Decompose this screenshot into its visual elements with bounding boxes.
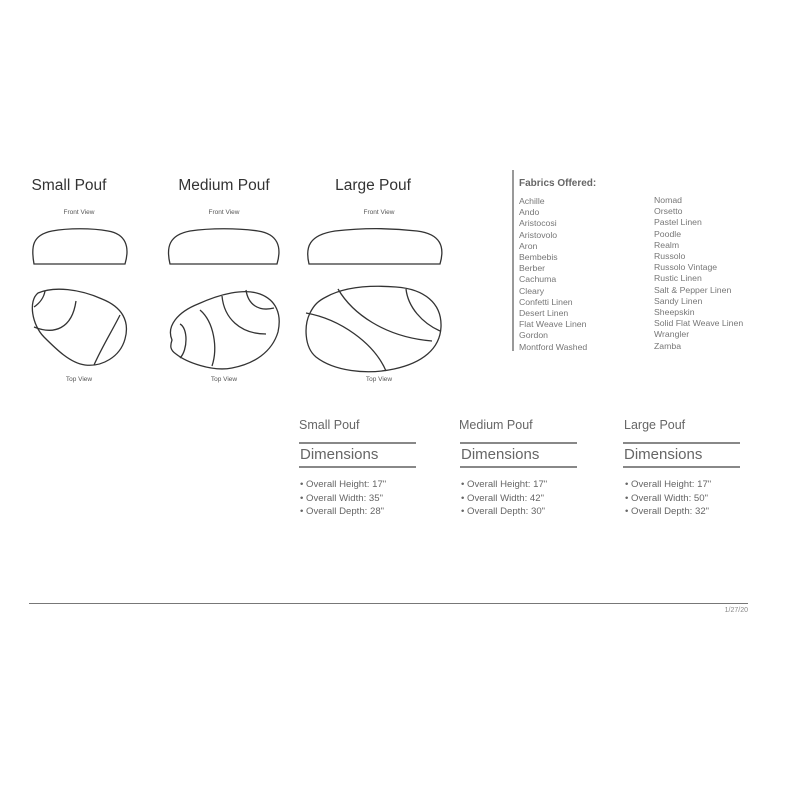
- fabric-item: Bembebis: [519, 252, 558, 263]
- small-pouf-title: Small Pouf: [31, 177, 107, 194]
- large-front-view-label: Front View: [363, 209, 395, 216]
- fabrics-column-1: [519, 196, 587, 353]
- fabric-item: Montford Washed: [519, 341, 588, 352]
- small-top-view-label: Top View: [65, 376, 93, 383]
- fabric-item: Cleary: [519, 285, 545, 296]
- large-top-view-label: Top View: [365, 376, 393, 383]
- large-pouf-title: Large Pouf: [335, 177, 411, 194]
- dimension-item: • Overall Height: 17": [625, 479, 712, 490]
- fabric-item: Flat Weave Linen: [519, 319, 587, 330]
- fabric-item: Rustic Linen: [654, 273, 702, 284]
- dimension-item: • Overall Width: 50": [625, 492, 709, 504]
- fabric-item: Berber: [519, 263, 546, 274]
- small-dimensions-size-label: Small Pouf: [299, 418, 360, 432]
- fabric-item: Wrangler: [654, 329, 690, 340]
- fabric-item: Sandy Linen: [654, 295, 703, 306]
- medium-dimensions-rule-top: [460, 442, 577, 444]
- fabric-item: Solid Flat Weave Linen: [654, 318, 744, 329]
- fabric-item: Cachuma: [519, 274, 557, 285]
- medium-dimensions-list: [461, 478, 547, 519]
- fabric-item: Russolo: [654, 251, 686, 262]
- fabric-item: Zamba: [654, 340, 682, 351]
- fabric-item: Poodle: [654, 228, 682, 239]
- medium-pouf-top-view: [166, 288, 282, 370]
- medium-dimensions-heading: Dimensions: [461, 446, 540, 463]
- small-front-view-label: Front View: [63, 209, 95, 216]
- small-pouf-front-view: [30, 225, 130, 267]
- fabric-item: Orsetto: [654, 206, 683, 217]
- dimension-item: • Overall Height: 17": [461, 479, 548, 490]
- small-pouf-top-view: [30, 287, 130, 367]
- medium-dimensions-rule-bottom: [460, 466, 577, 468]
- footer-date: 1/27/20: [724, 607, 748, 614]
- large-dimensions-heading: Dimensions: [624, 446, 703, 463]
- large-pouf-top-view: [304, 285, 444, 373]
- large-dimensions-rule-top: [623, 442, 740, 444]
- fabric-item: Nomad: [654, 195, 683, 205]
- medium-pouf-front-view: [166, 225, 282, 267]
- fabrics-divider: [512, 170, 514, 351]
- medium-pouf-title: Medium Pouf: [178, 177, 270, 194]
- small-dimensions-rule-top: [299, 442, 416, 444]
- fabric-item: Realm: [654, 239, 680, 250]
- dimension-item: • Overall Depth: 28": [300, 506, 385, 517]
- fabric-item: Sheepskin: [654, 307, 695, 318]
- fabric-item: Ando: [519, 207, 540, 218]
- fabric-item: Desert Linen: [519, 308, 569, 319]
- fabric-item: Achille: [519, 196, 545, 206]
- medium-top-view-label: Top View: [210, 376, 238, 383]
- large-pouf-front-view: [305, 225, 445, 267]
- dimension-item: • Overall Depth: 32": [625, 506, 710, 517]
- fabric-item: Salt & Pepper Linen: [654, 284, 732, 295]
- medium-front-view-label: Front View: [208, 209, 240, 216]
- dimension-item: • Overall Width: 35": [300, 492, 384, 504]
- fabrics-column-2: [654, 195, 743, 352]
- fabric-item: Aristovolo: [519, 229, 558, 240]
- dimension-item: • Overall Height: 17": [300, 479, 387, 490]
- large-dimensions-rule-bottom: [623, 466, 740, 468]
- fabric-item: Gordon: [519, 330, 548, 341]
- small-dimensions-list: [300, 478, 386, 519]
- large-dimensions-size-label: Large Pouf: [624, 418, 686, 432]
- small-dimensions-rule-bottom: [299, 466, 416, 468]
- footer-divider: [29, 603, 748, 604]
- fabric-item: Pastel Linen: [654, 217, 702, 228]
- fabric-item: Russolo Vintage: [654, 262, 718, 273]
- medium-dimensions-size-label: Medium Pouf: [459, 418, 533, 432]
- small-dimensions-heading: Dimensions: [300, 446, 379, 463]
- dimension-item: • Overall Depth: 30": [461, 506, 546, 517]
- dimension-item: • Overall Width: 42": [461, 492, 545, 504]
- fabric-item: Aron: [519, 240, 538, 251]
- fabric-item: Aristocosi: [519, 218, 557, 229]
- fabric-item: Confetti Linen: [519, 296, 573, 307]
- fabrics-heading: Fabrics Offered:: [519, 178, 597, 189]
- large-dimensions-list: [625, 478, 711, 519]
